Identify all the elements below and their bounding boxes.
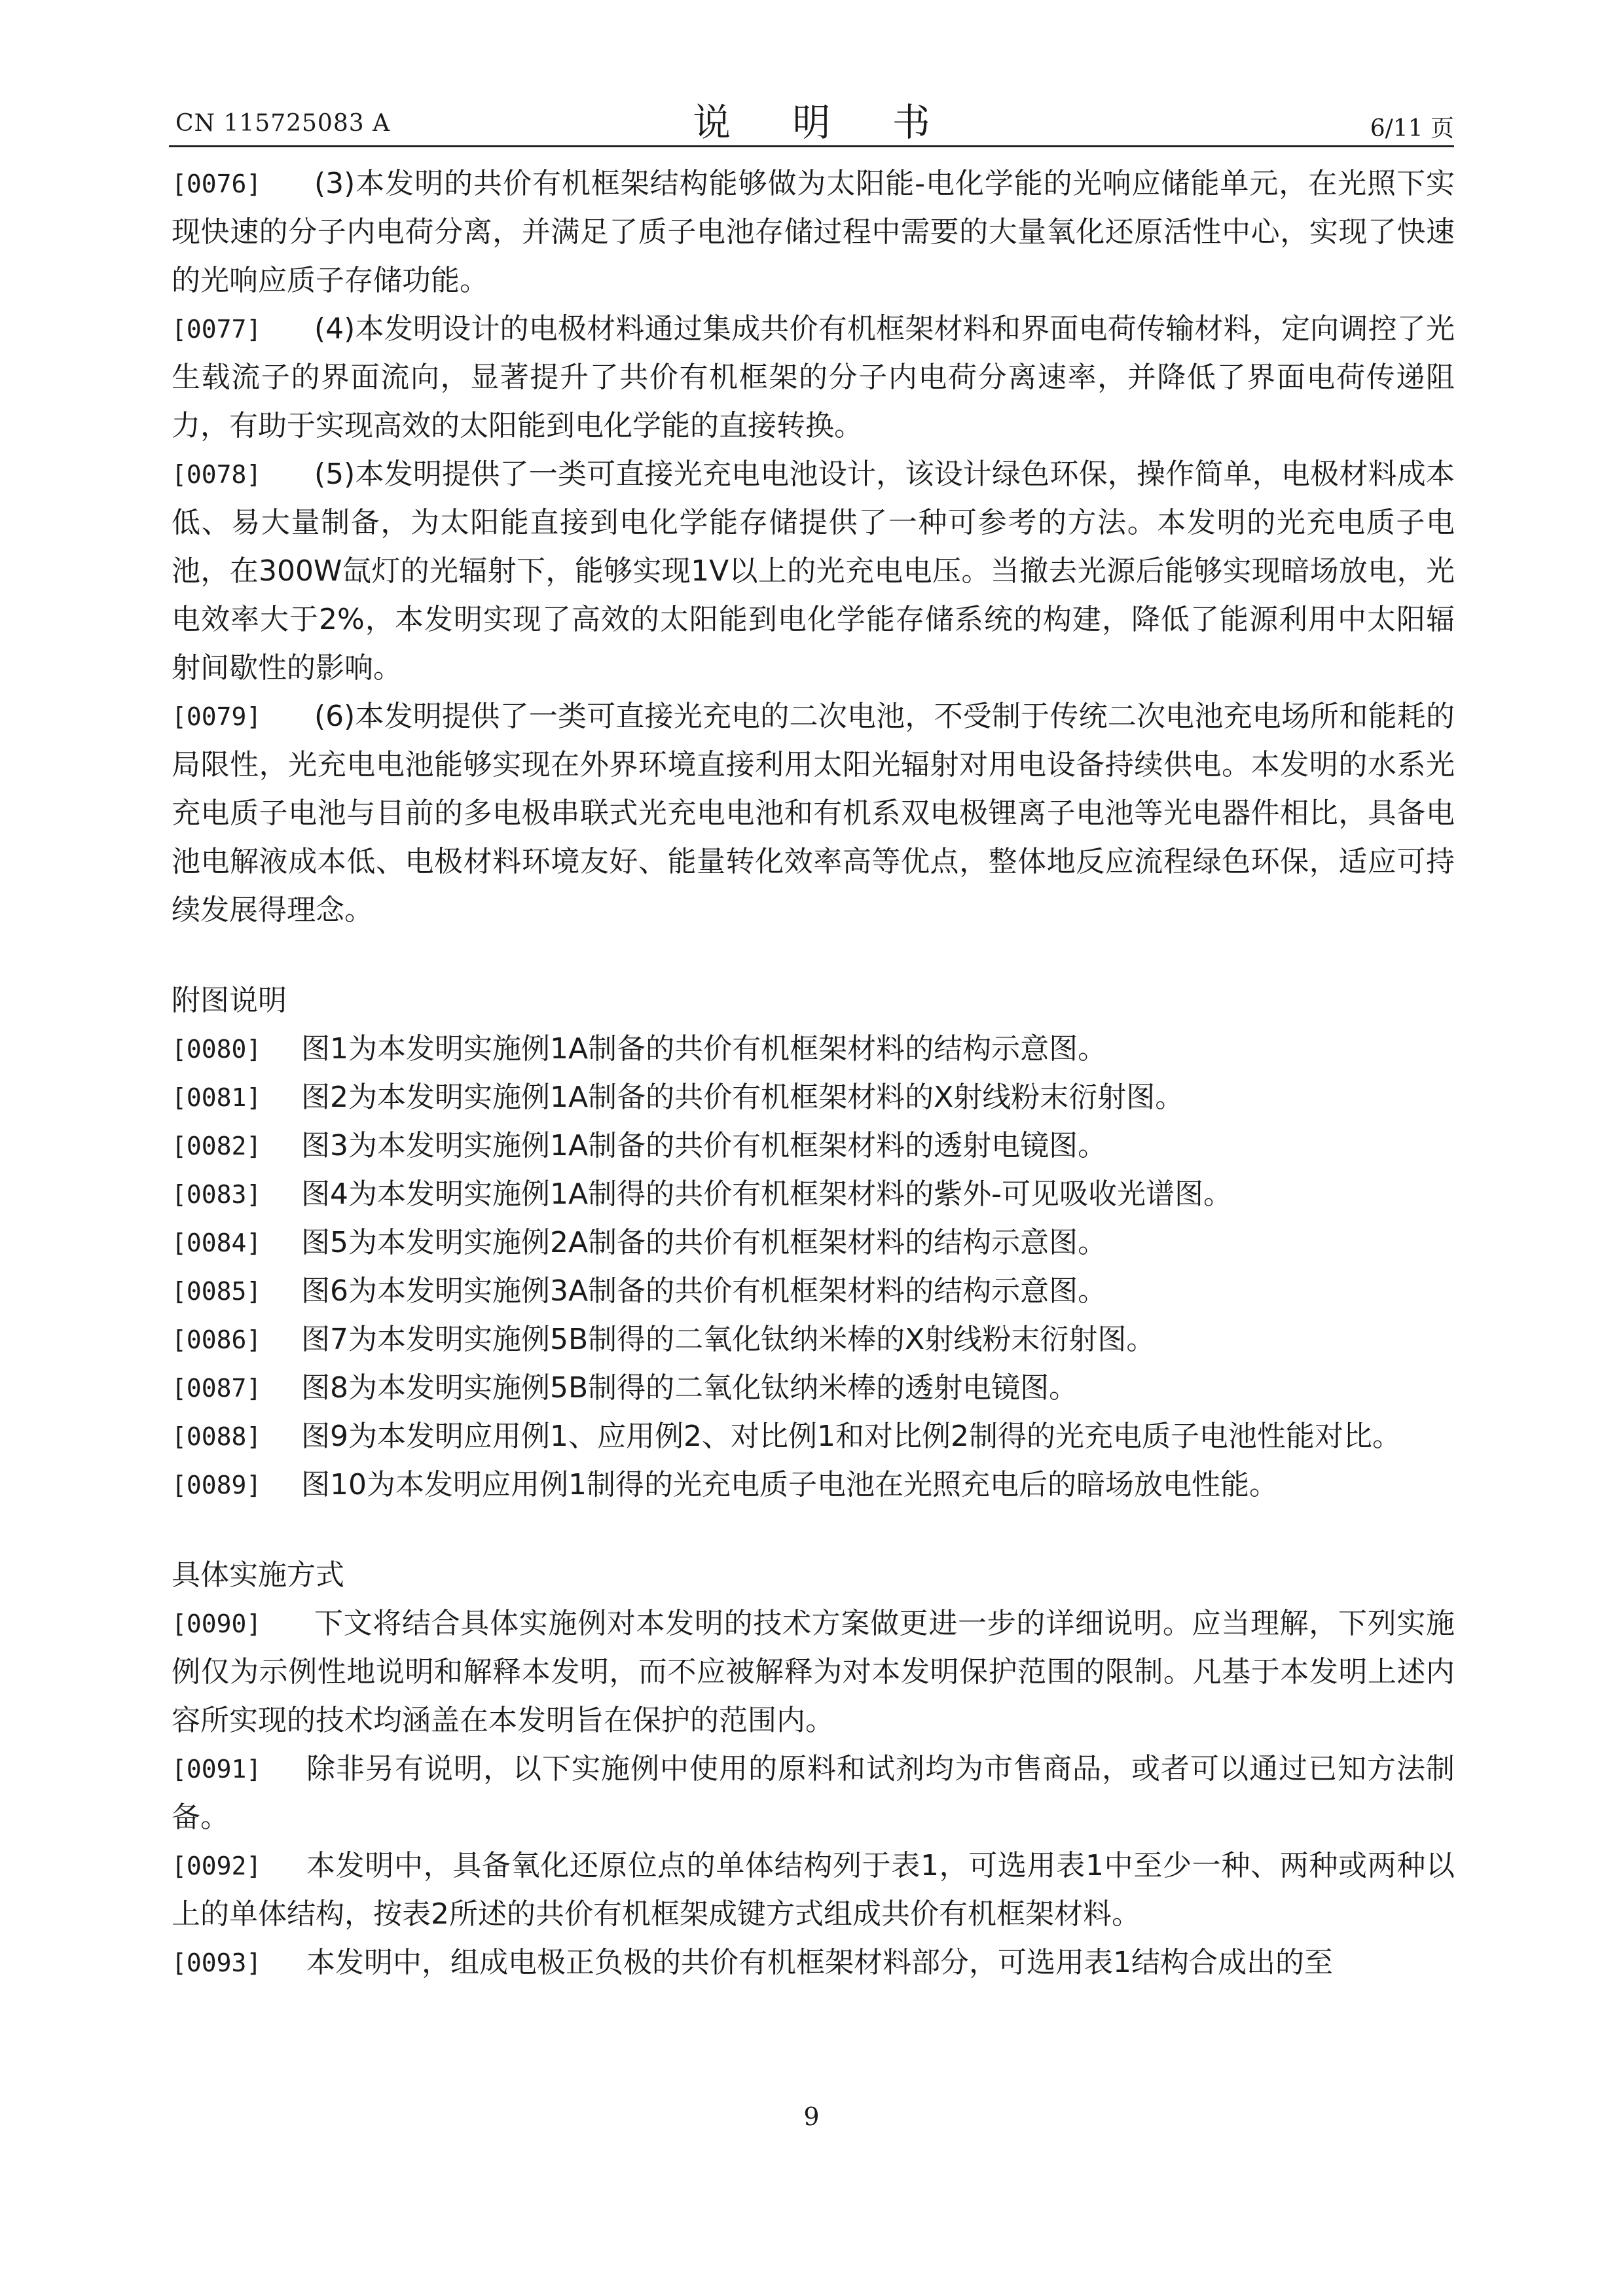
paragraph-text: (6)本发明提供了一类可直接光充电的二次电池，不受制于传统二次电池充电场所和能耗的局限性，光充电电池能够实现在外界环境直接利用太阳光辐射对用电设备持续供电。本发明的水系光充电质子电池与目前的多电极串联式光充电电池和有机系双电极锂离子电池等光电器件相比，具备电池电解液成本低、电极材料环境友好、能量转化效率高等优点，整体地反应流程绿色环保，适应可持续发展得理念。 [172, 700, 1455, 927]
paragraph-number: [0078] [172, 460, 262, 489]
paragraph-number: [0079] [172, 702, 262, 731]
paragraph-number: [0089] [172, 1471, 262, 1499]
paragraph-number: [0093] [172, 1948, 262, 1977]
paragraph-text: (5)本发明提供了一类可直接光充电电池设计，该设计绿色环保，操作简单，电极材料成本低、易大量制备，为太阳能直接到电化学能存储提供了一种可参考的方法。本发明的光充电质子电池，在300W氙灯的光辐射下，能够实现1V以上的光充电电压。当撤去光源后能够实现暗场放电，光电效率大于2%，本发明实现了高效的太阳能到电化学能存储系统的构建，降低了能源利用中太阳辐射间歇性的影响。 [172, 457, 1455, 685]
paragraph-number: [0086] [172, 1325, 262, 1354]
paragraph-0089 [172, 1461, 1455, 1509]
paragraph-number: [0076] [172, 170, 262, 198]
paragraph-text: 图5为本发明实施例2A制备的共价有机框架材料的结构示意图。 [301, 1226, 1107, 1259]
paragraph-0077 [172, 305, 1455, 450]
paragraph-number: [0090] [172, 1609, 262, 1638]
document-title: 说 明 书 [693, 100, 955, 145]
paragraph-0087 [172, 1364, 1455, 1412]
paragraph-0082 [172, 1122, 1455, 1170]
paragraph-0091 [172, 1745, 1455, 1842]
paragraph-text: 图9为本发明应用例1、应用例2、对比例1和对比例2制得的光充电质子电池性能对比。 [301, 1420, 1401, 1453]
paragraph-number: [0080] [172, 1035, 262, 1064]
paragraph-number: [0081] [172, 1083, 262, 1112]
paragraph-text: 图7为本发明实施例5B制得的二氧化钛纳米棒的X射线粉末衍射图。 [301, 1323, 1156, 1356]
paragraph-0079 [172, 692, 1455, 935]
paragraph-number: [0088] [172, 1422, 262, 1451]
paragraph-number: [0087] [172, 1374, 262, 1403]
paragraph-text: 图1为本发明实施例1A制备的共价有机框架材料的结构示意图。 [301, 1032, 1107, 1066]
paragraph-text: (3)本发明的共价有机框架结构能够做为太阳能-电化学能的光响应储能单元，在光照下实现快速的分子内电荷分离，并满足了质子电池存储过程中需要的大量氧化还原活性中心，实现了快速的光响应质子存储功能。 [172, 167, 1455, 297]
paragraph-text: 图2为本发明实施例1A制备的共价有机框架材料的X射线粉末衍射图。 [301, 1081, 1184, 1114]
page-number: 9 [803, 2102, 820, 2131]
paragraph-text: 下文将结合具体实施例对本发明的技术方案做更进一步的详细说明。应当理解，下列实施例仅为示例性地说明和解释本发明，而不应被解释为对本发明保护范围的限制。凡基于本发明上述内容所实现的技术均涵盖在本发明旨在保护的范围内。 [172, 1607, 1455, 1737]
paragraph-number: [0085] [172, 1277, 262, 1306]
paragraph-number: [0083] [172, 1180, 262, 1209]
paragraph-number: [0077] [172, 315, 262, 344]
publication-number: CN 115725083 A [175, 110, 391, 137]
paragraph-0081 [172, 1073, 1455, 1122]
paragraph-text: 本发明中，组成电极正负极的共价有机框架材料部分，可选用表1结构合成出的至 [306, 1946, 1333, 1979]
section-heading-embodiments: 具体实施方式 [172, 1558, 344, 1592]
paragraph-number: [0084] [172, 1229, 262, 1257]
document-body [172, 160, 1455, 1987]
paragraph-0086 [172, 1316, 1455, 1364]
paragraph-number: [0082] [172, 1132, 262, 1160]
paragraph-text: 图6为本发明实施例3A制备的共价有机框架材料的结构示意图。 [301, 1274, 1107, 1308]
paragraph-number: [0092] [172, 1852, 262, 1880]
section-heading-figures: 附图说明 [172, 984, 287, 1017]
paragraph-text: 本发明中，具备氧化还原位点的单体结构列于表1，可选用表1中至少一种、两种或两种以上的单体结构，按表2所述的共价有机框架成键方式组成共价有机框架材料。 [172, 1849, 1455, 1931]
paragraph-text: 图8为本发明实施例5B制得的二氧化钛纳米棒的透射电镜图。 [301, 1371, 1078, 1405]
paragraph-text: 除非另有说明，以下实施例中使用的原料和试剂均为市售商品，或者可以通过已知方法制备。 [172, 1752, 1455, 1834]
paragraph-0080 [172, 1025, 1455, 1073]
paragraph-0083 [172, 1170, 1455, 1219]
paragraph-0090 [172, 1600, 1455, 1745]
page-count: 6/11 页 [1370, 115, 1454, 142]
paragraph-0085 [172, 1267, 1455, 1316]
paragraph-text: 图10为本发明应用例1制得的光充电质子电池在光照充电后的暗场放电性能。 [301, 1468, 1278, 1501]
paragraph-0078 [172, 450, 1455, 692]
paragraph-text: 图4为本发明实施例1A制得的共价有机框架材料的紫外-可见吸收光谱图。 [301, 1177, 1232, 1211]
paragraph-0092 [172, 1842, 1455, 1939]
paragraph-0093 [172, 1939, 1455, 1987]
header-divider [169, 145, 1454, 147]
paragraph-text: (4)本发明设计的电极材料通过集成共价有机框架材料和界面电荷传输材料，定向调控了光生载流子的界面流向，显著提升了共价有机框架的分子内电荷分离速率，并降低了界面电荷传递阻力，有助于实现高效的太阳能到电化学能的直接转换。 [172, 312, 1455, 442]
paragraph-number: [0091] [172, 1755, 262, 1784]
paragraph-0084 [172, 1219, 1455, 1267]
paragraph-0076 [172, 160, 1455, 305]
paragraph-0088 [172, 1412, 1455, 1461]
paragraph-text: 图3为本发明实施例1A制备的共价有机框架材料的透射电镜图。 [301, 1129, 1107, 1162]
